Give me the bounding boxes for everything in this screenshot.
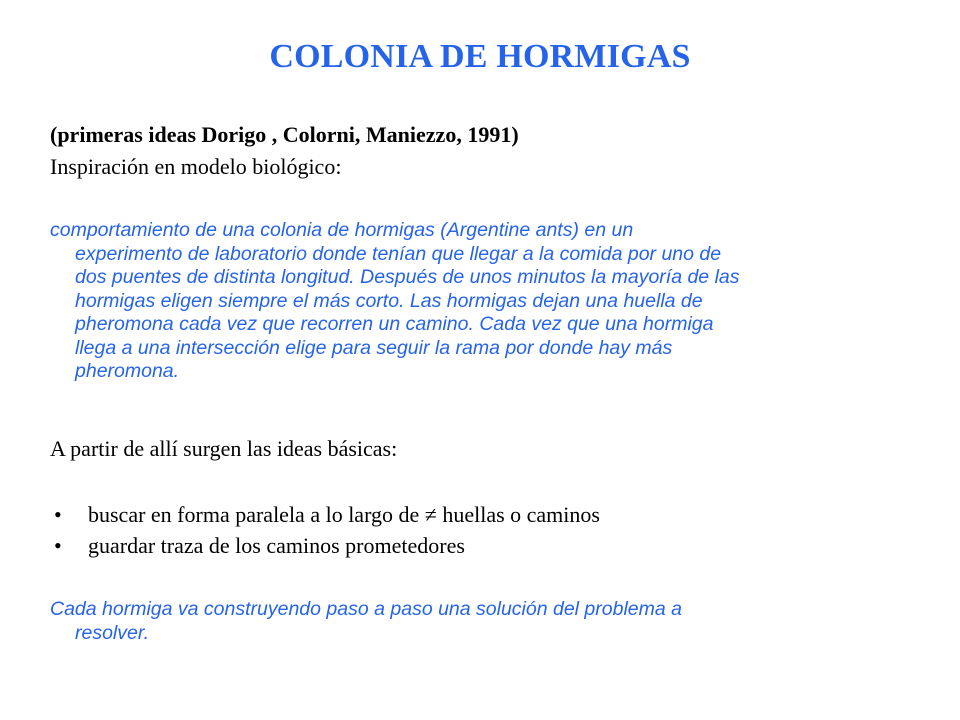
paragraph-line: llega a una intersección elige para seguir la rama por donde hay más bbox=[75, 336, 673, 359]
bullet-item bbox=[54, 502, 600, 528]
paragraph-line: pheromona cada vez que recorren un camino. Cada vez que una hormiga bbox=[75, 313, 714, 335]
experiment-paragraph bbox=[50, 219, 920, 384]
bullet-item bbox=[54, 533, 465, 559]
bullet-icon: • bbox=[54, 533, 62, 558]
basic-ideas-intro: A partir de allí surgen las ideas básicas: bbox=[50, 436, 398, 461]
paragraph-line: Cada hormiga va construyendo paso a paso una solución del problema a bbox=[50, 598, 682, 620]
solution-paragraph bbox=[50, 598, 920, 645]
paragraph-line: pheromona. bbox=[75, 360, 180, 382]
paragraph-line: dos puentes de distinta longitud. Después de unos minutos la mayoría de las bbox=[75, 266, 740, 288]
inspiration-line: Inspiración en modelo biológico: bbox=[50, 154, 342, 179]
slide-title: COLONIA DE HORMIGAS bbox=[269, 38, 691, 75]
paragraph-line: comportamiento de una colonia de hormigas (Argentine ants) en un bbox=[50, 219, 634, 241]
authors-line: (primeras ideas Dorigo , Colorni, Maniezzo, 1991) bbox=[50, 122, 519, 147]
bullet-text: buscar en forma paralela a lo largo de ≠ huellas o caminos bbox=[88, 502, 600, 527]
bullet-text: guardar traza de los caminos prometedores bbox=[88, 533, 465, 558]
paragraph-line: experimento de laboratorio donde tenían que llegar a la comida por uno de bbox=[75, 242, 722, 265]
bullet-icon: • bbox=[54, 502, 62, 527]
paragraph-line: hormigas eligen siempre el más corto. Las hormigas dejan una huella de bbox=[75, 289, 703, 312]
paragraph-line: resolver. bbox=[75, 621, 150, 644]
